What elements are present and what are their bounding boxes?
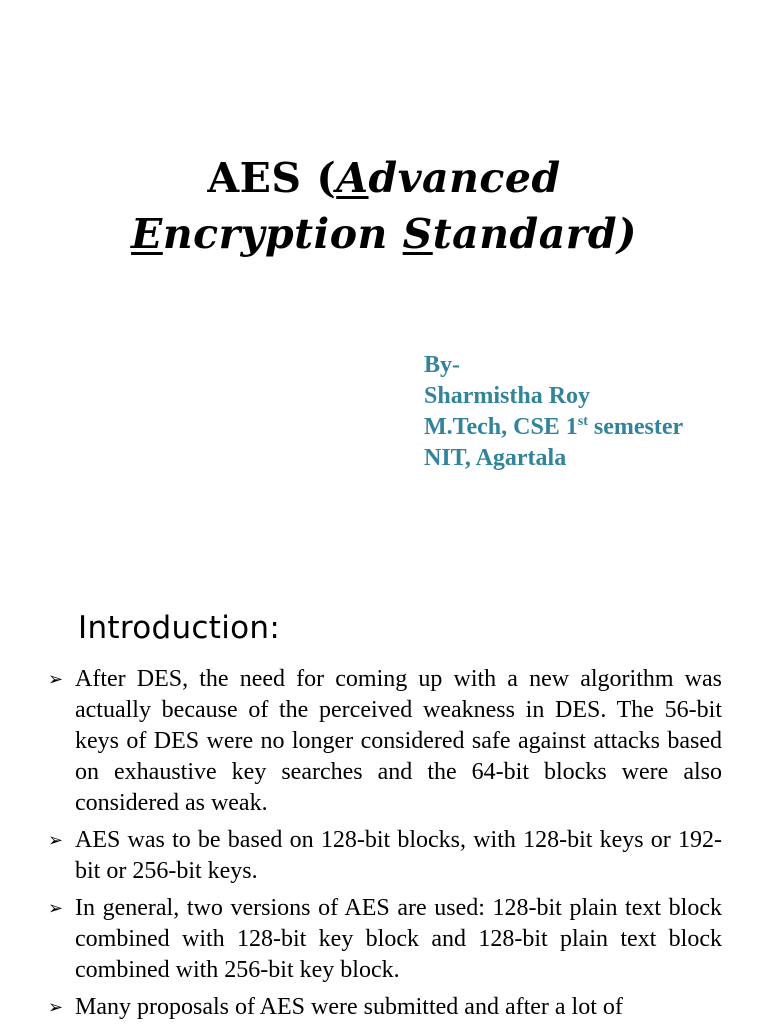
arrow-bullet-icon: ➢ bbox=[48, 669, 64, 690]
author-course bbox=[424, 412, 754, 443]
course-prefix: M.Tech, CSE 1 bbox=[424, 414, 578, 440]
title-acronym-letter-s: S bbox=[402, 210, 433, 258]
author-institute: NIT, Agartala bbox=[424, 445, 567, 471]
arrow-bullet-icon: ➢ bbox=[48, 830, 64, 851]
bullet-text: AES was to be based on 128-bit blocks, with 128-bit keys or 192-bit or 256-bit keys. bbox=[75, 827, 722, 884]
title-word-rest-2: ncryption bbox=[162, 210, 403, 258]
author-name: Sharmistha Roy bbox=[424, 383, 591, 409]
author-byline bbox=[424, 350, 754, 474]
bullet-item bbox=[46, 992, 722, 1023]
bullet-text: After DES, the need for coming up with a new algorithm was actually because of the perceived weakness in DES. The 56-bit keys of DES were no longer considered safe against attacks based on exhaustive key searches and the 64-bit blocks were also considered as weak. bbox=[75, 666, 722, 816]
bullet-text: Many proposals of AES were submitted and after a lot of bbox=[75, 994, 623, 1020]
bullet-item bbox=[46, 664, 722, 819]
byline-by: By- bbox=[424, 352, 460, 378]
introduction-bullet-list bbox=[46, 664, 722, 1029]
title-word-rest-1: dvanced bbox=[368, 154, 561, 202]
title-prefix: AES ( bbox=[207, 154, 337, 202]
section-heading-introduction: Introduction: bbox=[78, 610, 281, 646]
title-line-1 bbox=[0, 150, 768, 206]
bullet-item bbox=[46, 825, 722, 887]
course-superscript: st bbox=[577, 414, 588, 429]
bullet-text: In general, two versions of AES are used: 128-bit plain text block combined with 128-bit key block and 128-bit plain text block combined with 256-bit key block. bbox=[75, 895, 722, 983]
title-acronym-letter-a: A bbox=[336, 154, 369, 202]
course-suffix: semester bbox=[587, 414, 684, 440]
document-title bbox=[0, 150, 768, 262]
bullet-item bbox=[46, 893, 722, 986]
title-line-2 bbox=[0, 206, 768, 262]
title-acronym-letter-e: E bbox=[131, 210, 163, 258]
arrow-bullet-icon: ➢ bbox=[48, 997, 64, 1018]
title-word-rest-3: tandard) bbox=[432, 210, 637, 258]
arrow-bullet-icon: ➢ bbox=[48, 898, 64, 919]
